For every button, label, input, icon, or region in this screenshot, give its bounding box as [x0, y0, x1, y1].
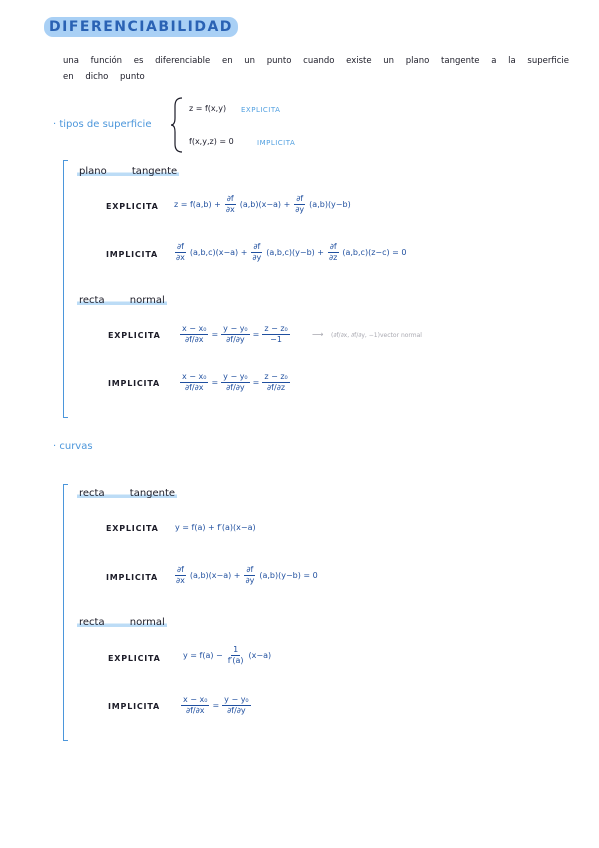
curve-tangent-implicit-eq: $\frac{\partial f}{\partial x}$ (a,b)(x−a) + $\frac{\partial f}{\partial y}$ (a,b)(y−b) = 0	[176, 565, 318, 586]
implicit-tag: IMPLICITA	[257, 139, 296, 147]
intro-line-2: en dicho punto	[63, 72, 145, 82]
implicit-surface-eq: f(x,y,z) = 0	[189, 137, 234, 146]
surfaces-heading: · tipos de superficie	[53, 119, 152, 130]
intro-line-1: una función es diferenciable en un punto cuando existe un plano tangente a la superficie	[63, 56, 569, 66]
curve-tangent-implicit-label: IMPLICITA	[106, 573, 158, 582]
curve-normal-explicit-eq: y = f(a) − $\frac{1}{f'(a)}$ (x−a)	[183, 645, 272, 666]
normal-arrow: ⟶	[312, 330, 324, 339]
page-title: DIFERENCIABILIDAD	[44, 17, 238, 37]
curve-normal-implicit-eq: $\frac{\text{x − x₀}}{\partial f/\partial x}$ = $\frac{\text{y − y₀}}{\partial f/\partial y}$	[183, 695, 249, 716]
explicit-surface-eq: z = f(x,y)	[189, 104, 227, 113]
section-bracket-curves	[63, 484, 68, 741]
curly-brace	[170, 96, 184, 154]
normal-vector: (∂f/∂x, ∂f/∂y, −1)	[331, 332, 380, 339]
plane-explicit-label: EXPLICITA	[106, 202, 159, 211]
curve-normal-implicit-label: IMPLICITA	[108, 702, 160, 711]
surface-normal-implicit-eq: $\frac{\text{x − x₀}}{\partial f/\partial x}$ = $\frac{\text{y − y₀}}{\partial f/\partial y}$ = $\frac{\text{z − z₀}}{\partial f/\partial z}$	[182, 372, 288, 393]
normal-vector-label: vector normal	[380, 332, 422, 339]
surface-normal-title: recta normal	[79, 295, 165, 306]
plane-implicit-eq: $\frac{\partial f}{\partial x}$ (a,b,c)(x−a) + $\frac{\partial f}{\partial y}$ (a,b,c)(y−b) + $\frac{\partial f}{\partial z}$ (a,b,c)(z−c) = 0	[176, 242, 407, 263]
plane-title: plano tangente	[79, 166, 178, 177]
curve-tangent-title: recta tangente	[79, 488, 176, 499]
plane-implicit-label: IMPLICITA	[106, 250, 158, 259]
section-bracket-surfaces	[63, 160, 68, 418]
plane-explicit-eq: z = f(a,b) + $\frac{\partial f}{\partial x}$ (a,b)(x−a) + $\frac{\partial f}{\partial y}$ (a,b)(y−b)	[174, 194, 351, 215]
surface-normal-explicit-label: EXPLICITA	[108, 331, 161, 340]
curve-tangent-explicit-label: EXPLICITA	[106, 524, 159, 533]
surface-normal-explicit-eq: $\frac{\text{x − x₀}}{\partial f/\partial x}$ = $\frac{\text{y − y₀}}{\partial f/\partial y}$ = $\frac{\text{z − z₀}}{-1}$	[182, 324, 288, 345]
curves-heading: · curvas	[53, 441, 93, 452]
explicit-tag: EXPLICITA	[241, 106, 281, 114]
curve-tangent-explicit-eq: y = f(a) + f′(a)(x−a)	[175, 523, 256, 532]
curve-normal-title: recta normal	[79, 617, 165, 628]
curve-normal-explicit-label: EXPLICITA	[108, 654, 161, 663]
surface-normal-implicit-label: IMPLICITA	[108, 379, 160, 388]
